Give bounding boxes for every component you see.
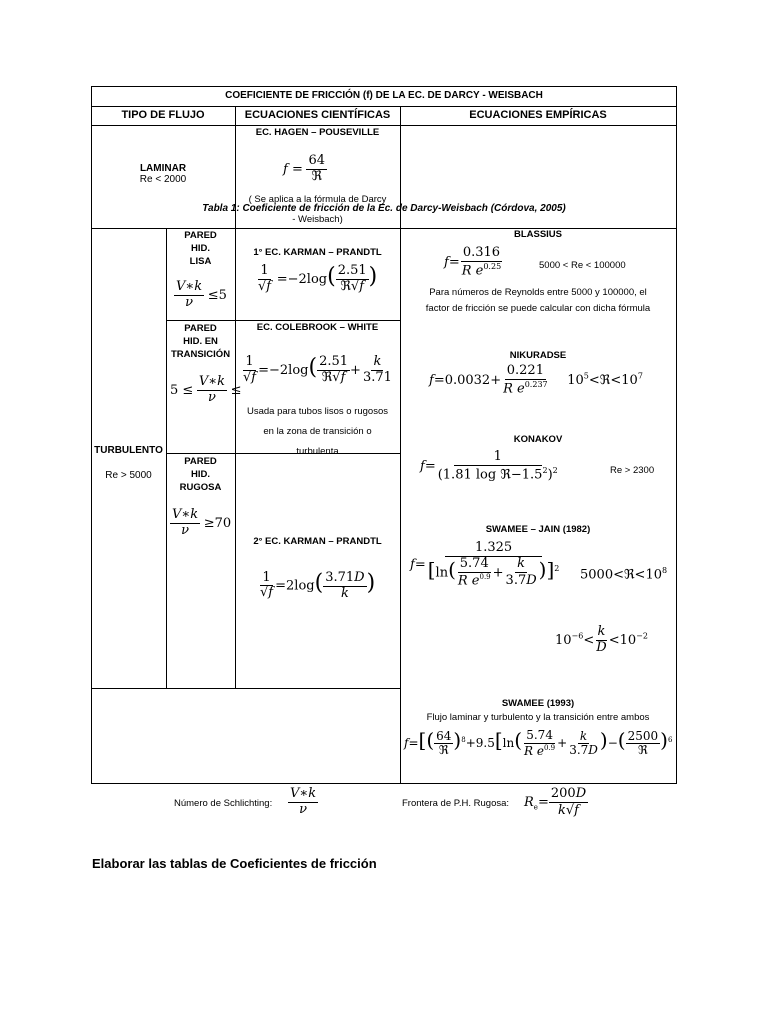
transicion-label-1: PARED xyxy=(184,323,217,334)
hagen-title: EC. HAGEN – POUSEVILLE xyxy=(255,127,380,138)
transicion-label xyxy=(166,322,235,361)
swamee-jain-title: SWAMEE – JAIN (1982) xyxy=(485,524,591,535)
laminar-condition: Re < 2000 xyxy=(139,174,187,185)
lisa-cond-rel: ≤5 xyxy=(207,287,227,303)
table-caption: Tabla 1: Coeficiente de fricción de la Ec. de Darcy-Weisbach (Córdova, 2005) xyxy=(202,203,566,214)
lisa-label-2: HID. xyxy=(191,243,210,254)
frontera-label: Frontera de P.H. Rugosa: xyxy=(402,798,510,809)
swamee-jain-roughness-range: $10^{-6}<$ $\frac{k}{D}$ $<10^{-2}$ xyxy=(555,624,648,655)
colebrook-note-1: Usada para tubos lisos o rugosos xyxy=(247,406,388,417)
rugosa-condition xyxy=(170,508,231,539)
transicion-condition xyxy=(170,374,242,406)
table-border-top xyxy=(91,86,677,87)
header-empiricas: ECUACIONES EMPÍRICAS xyxy=(469,109,607,121)
schlichting-label: Número de Schlichting: xyxy=(174,798,273,809)
table-rule xyxy=(91,106,677,107)
swamee-jain-equation: f= 1.325 [ln( $\frac{5.74}{R e^{0.9}}$ + $\frac{k}{3.7D}$ )]$^2$ xyxy=(410,540,560,589)
lisa-condition xyxy=(174,280,227,311)
rugosa-label xyxy=(166,455,235,494)
nikuradse-equation: f=0.0032+ $\frac{0.221}{R e^{0.237}}$ $10^5<ℜ<10^7$ xyxy=(429,363,643,397)
blassius-note-2: factor de fricción se puede calcular con dicha fórmula xyxy=(425,303,651,314)
table-border-bottom xyxy=(91,783,677,784)
table-title: COEFICIENTE DE FRICCIÓN (f) DE LA EC. DE DARCY - WEISBACH xyxy=(225,90,543,101)
turbulento-label: TURBULENTO xyxy=(94,445,163,456)
transicion-cond-den: ν xyxy=(208,389,216,405)
instruction-text: Elaborar las tablas de Coeficientes de fricción xyxy=(92,856,377,871)
lisa-label xyxy=(166,229,235,268)
schlichting-formula: $\frac{V∗k}{\nu}$ xyxy=(290,786,317,817)
blassius-note xyxy=(400,285,676,317)
hagen-den: ℜ xyxy=(311,168,323,184)
transicion-cond-rel: ≤ xyxy=(230,382,242,398)
hagen-f: f = xyxy=(283,161,303,177)
hagen-note-2: - Weisbach) xyxy=(292,214,343,225)
table-rule xyxy=(91,125,677,126)
rugosa-cond-rel: ≥70 xyxy=(203,515,232,531)
blassius-range: 5000 < Re < 100000 xyxy=(539,260,626,271)
transicion-label-2: HID. EN xyxy=(183,336,218,347)
swamee-subtitle: Flujo laminar y turbulento y la transición entre ambos xyxy=(426,712,650,723)
karman1-title: 1° EC. KARMAN – PRANDTL xyxy=(253,247,382,258)
turbulento-condition: Re > 5000 xyxy=(105,470,152,481)
konakov-equation: f= $\frac{1}{(1.81 \log ℜ-1.5^2)^2}$ xyxy=(420,449,558,483)
nikuradse-title: NIKURADSE xyxy=(509,350,567,361)
lisa-cond-num: V∗k xyxy=(176,279,203,294)
table-border-left xyxy=(91,86,92,784)
laminar-cell xyxy=(91,163,235,185)
header-tipo-flujo: TIPO DE FLUJO xyxy=(121,109,205,121)
colebrook-note xyxy=(235,402,400,462)
header-cientificas: ECUACIONES CIENTÍFICAS xyxy=(244,109,391,121)
rugosa-label-1: PARED xyxy=(184,456,217,467)
konakov-title: KONAKOV xyxy=(513,434,563,445)
colebrook-equation: $\frac{1}{√f}$ =−2log( $\frac{2.51}{\text{ℜ√f}}$ + $\frac{k}{3.71}$ xyxy=(243,354,392,386)
laminar-label: LAMINAR xyxy=(139,163,187,174)
lisa-label-3: LISA xyxy=(189,256,212,267)
table-rule xyxy=(166,320,401,321)
hagen-equation xyxy=(283,154,327,185)
karman2-equation: $\frac{1}{√f}$ =2log( $\frac{3.71D}{k}$ ) xyxy=(260,569,376,601)
blassius-note-1: Para números de Reynolds entre 5000 y 100000, el xyxy=(429,287,647,298)
table-border-right xyxy=(676,86,677,784)
rugosa-label-3: RUGOSA xyxy=(179,482,222,493)
frontera-formula: $R_e=$ $\frac{200D}{k√f}$ xyxy=(524,786,587,818)
blassius-title: BLASSIUS xyxy=(513,229,563,240)
swamee-jain-range: $5000<ℜ<10^8$ xyxy=(580,566,668,583)
swamee-equation: f=[( $\frac{64}{\text{ℜ}}$ )$^8$+9.5[ln( $\frac{5.74}{R e^{0.9}}$ + $\frac{k}{3.7D}$ )−( $\frac{2500}{\text{ℜ}}$ )$^6$ xyxy=(404,728,673,758)
turbulento-cell xyxy=(91,445,166,481)
transicion-label-3: TRANSICIÓN xyxy=(170,349,231,360)
karman2-title: 2° EC. KARMAN – PRANDTL xyxy=(253,536,382,547)
table-rule xyxy=(91,688,401,689)
blassius-equation: f= $\frac{0.316}{R e^{0.25}}$ xyxy=(444,245,502,279)
karman1-equation: $\frac{1}{√f}$ =−2log( $\frac{2.51}{\text{ℜ√f}}$ ) xyxy=(258,263,378,295)
rugosa-label-2: HID. xyxy=(191,469,210,480)
konakov-range: Re > 2300 xyxy=(610,465,655,476)
hagen-note-1: ( Se aplica a la fórmula de Darcy xyxy=(248,194,387,205)
swamee-title: SWAMEE (1993) xyxy=(501,698,575,709)
colebrook-note-3: turbulenta xyxy=(296,446,339,457)
lisa-cond-den: ν xyxy=(185,294,193,310)
colebrook-title: EC. COLEBROOK – WHITE xyxy=(256,322,379,333)
rugosa-cond-num: V∗k xyxy=(172,507,199,522)
colebrook-note-2: en la zona de transición o xyxy=(263,426,372,437)
transicion-cond-left: 5 ≤ xyxy=(170,382,194,398)
transicion-cond-num: V∗k xyxy=(198,374,226,389)
lisa-label-1: PARED xyxy=(184,230,217,241)
hagen-num: 64 xyxy=(308,153,326,168)
rugosa-cond-den: ν xyxy=(181,522,189,538)
